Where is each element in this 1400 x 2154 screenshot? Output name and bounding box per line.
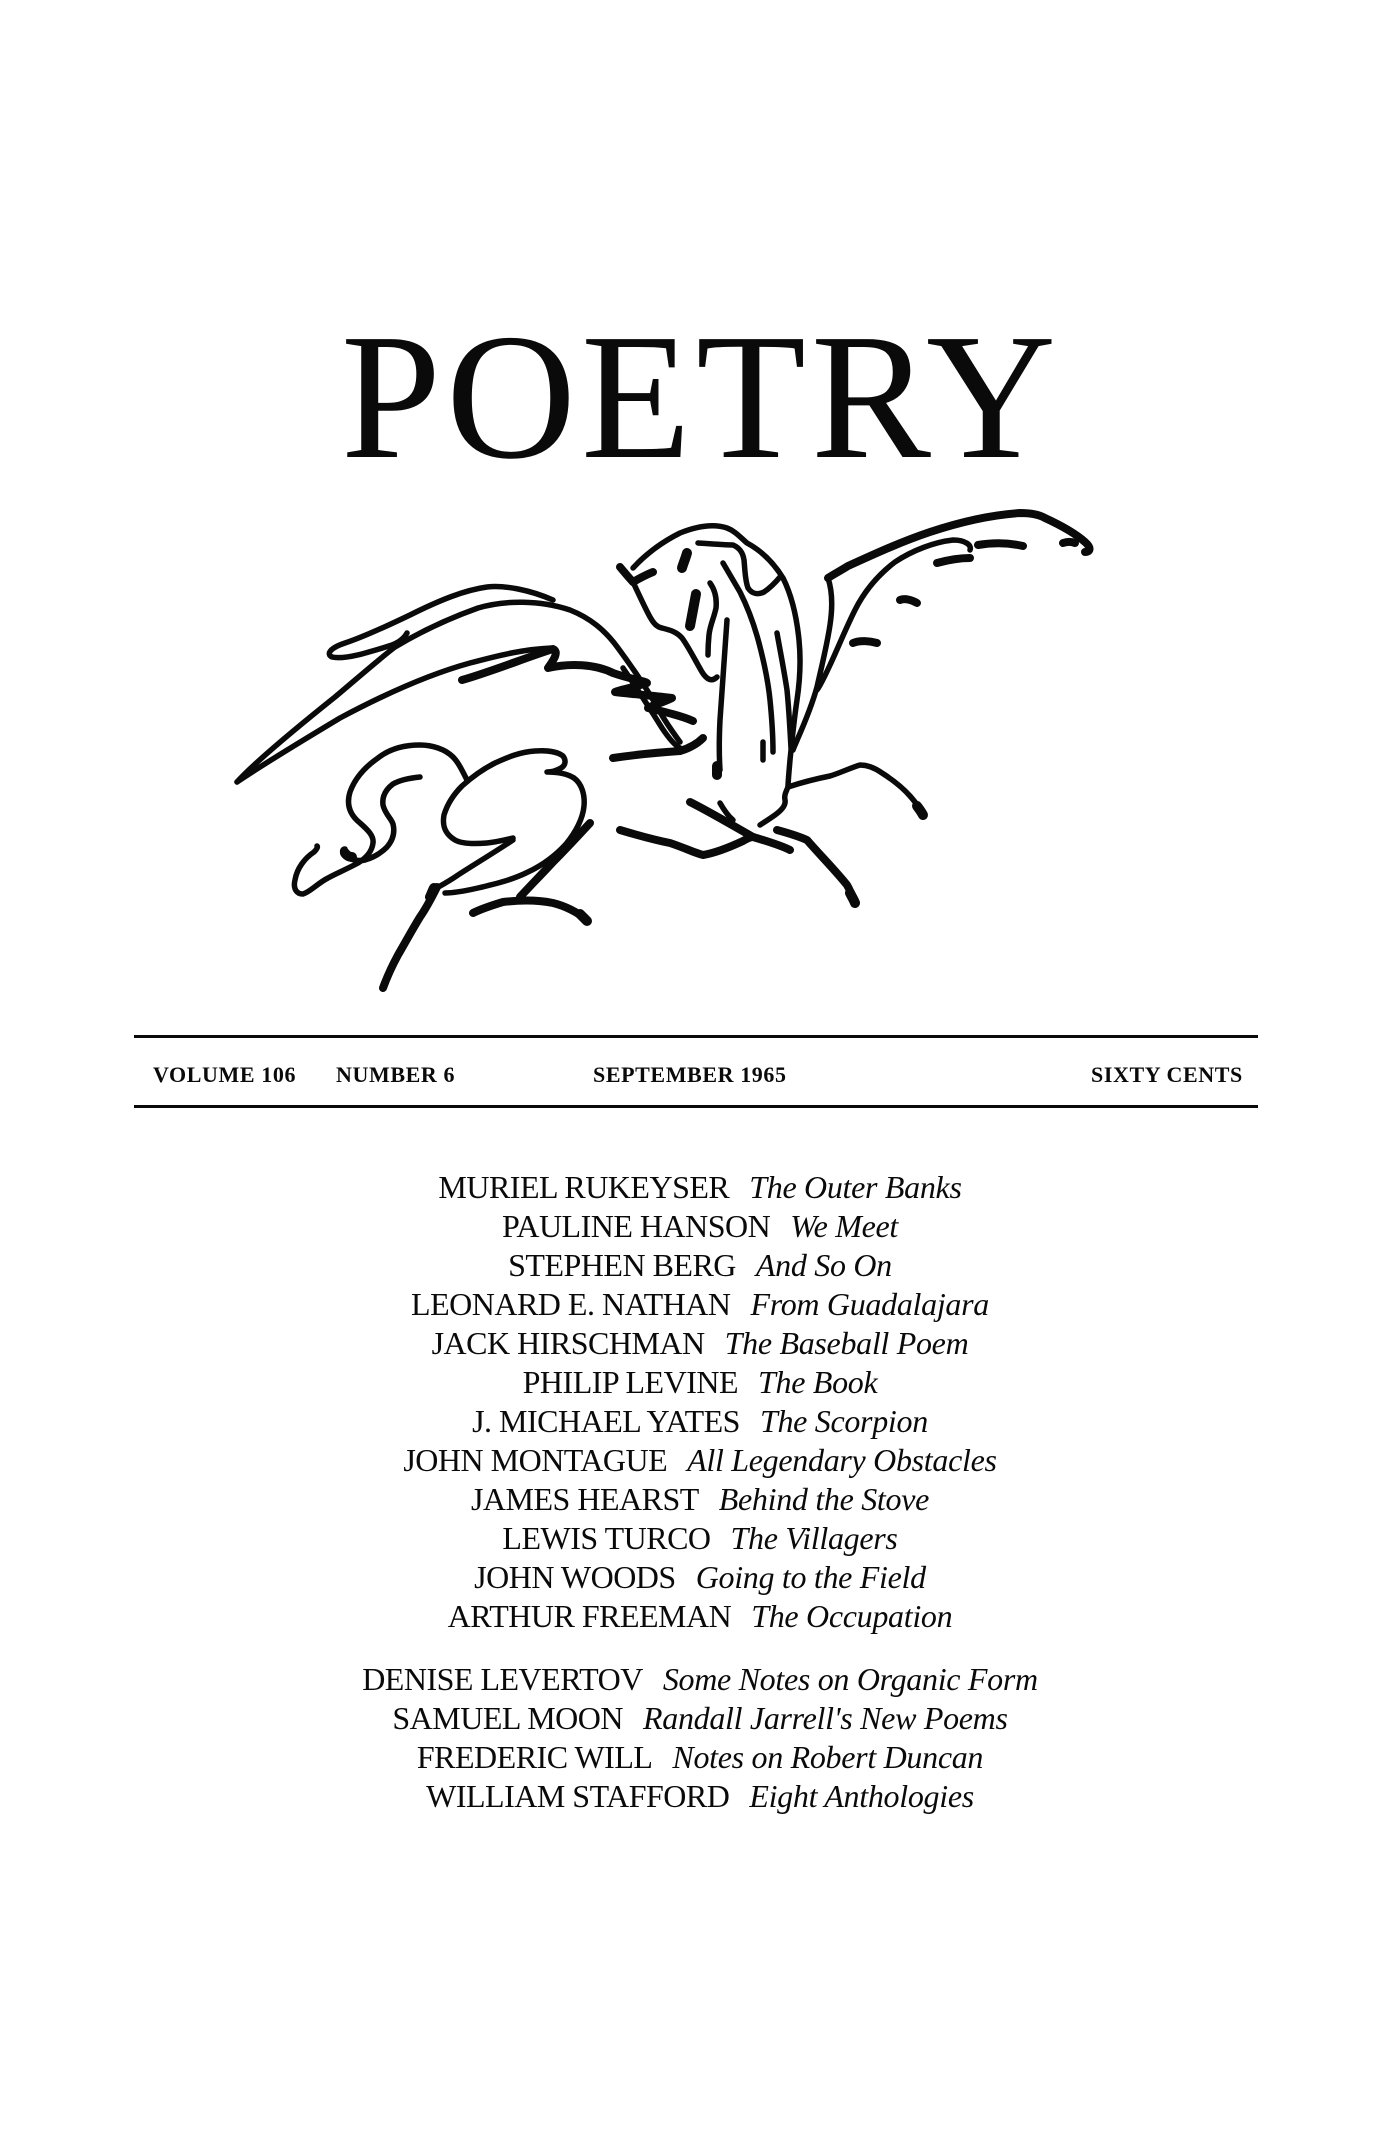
entry-author: SAMUEL MOON [392, 1700, 623, 1736]
entry-title: All Legendary Obstacles [687, 1442, 997, 1478]
entry-author: DENISE LEVERTOV [362, 1661, 643, 1697]
entry-title: The Villagers [730, 1520, 898, 1556]
entry-author: STEPHEN BERG [508, 1247, 736, 1283]
contents-entry [0, 1519, 1400, 1558]
entry-title: Going to the Field [695, 1559, 926, 1595]
entry-author: MURIEL RUKEYSER [438, 1169, 730, 1205]
entry-title: Eight Anthologies [749, 1778, 974, 1814]
contents-entry [0, 1660, 1400, 1699]
magazine-title: POETRY [340, 297, 1062, 496]
entry-author: LEONARD E. NATHAN [411, 1286, 731, 1322]
contents-entry [0, 1699, 1400, 1738]
entry-title: From Guadalajara [750, 1286, 989, 1322]
contents-entry [0, 1363, 1400, 1402]
entry-author: JACK HIRSCHMAN [431, 1325, 705, 1361]
contents-entry [0, 1777, 1400, 1816]
entry-author: PAULINE HANSON [501, 1208, 771, 1244]
entry-title: Notes on Robert Duncan [672, 1739, 984, 1775]
entry-author: JOHN MONTAGUE [403, 1442, 668, 1478]
entry-author: J. MICHAEL YATES [472, 1403, 740, 1439]
entry-title: Some Notes on Organic Form [662, 1661, 1038, 1697]
contents-entry [0, 1207, 1400, 1246]
header-rule-bottom [134, 1105, 1258, 1108]
contents-entry [0, 1441, 1400, 1480]
entry-title: Randall Jarrell's New Poems [643, 1700, 1008, 1736]
contents-entry [0, 1738, 1400, 1777]
entry-author: JAMES HEARST [470, 1481, 699, 1517]
entry-title: The Scorpion [759, 1403, 928, 1439]
pegasus-icon [0, 0, 1400, 1020]
header-rule-top [134, 1035, 1258, 1038]
entry-title: The Book [758, 1364, 878, 1400]
contents-entry [0, 1285, 1400, 1324]
issue-date: SEPTEMBER 1965 [593, 1062, 787, 1087]
entry-title: Behind the Stove [718, 1481, 930, 1517]
price-label: SIXTY CENTS [1091, 1062, 1243, 1087]
entry-title: And So On [755, 1247, 892, 1283]
contents-entry [0, 1480, 1400, 1519]
number-label: NUMBER 6 [336, 1062, 456, 1087]
contents-entry [0, 1558, 1400, 1597]
contents-entry [0, 1597, 1400, 1636]
entry-author: ARTHUR FREEMAN [447, 1598, 732, 1634]
contents-poems [0, 1168, 1400, 1636]
contents-entry [0, 1246, 1400, 1285]
entry-author: JOHN WOODS [474, 1559, 676, 1595]
contents-entry [0, 1168, 1400, 1207]
entry-title: The Outer Banks [749, 1169, 962, 1205]
issue-info-row [0, 1064, 1400, 1086]
contents-prose [0, 1660, 1400, 1816]
volume-label: VOLUME 106 [153, 1062, 297, 1087]
entry-title: We Meet [790, 1208, 899, 1244]
entry-author: LEWIS TURCO [502, 1520, 711, 1556]
entry-title: The Baseball Poem [724, 1325, 969, 1361]
entry-title: The Occupation [751, 1598, 953, 1634]
contents-entry [0, 1402, 1400, 1441]
entry-author: WILLIAM STAFFORD [426, 1778, 730, 1814]
contents-entry [0, 1324, 1400, 1363]
entry-author: PHILIP LEVINE [522, 1364, 739, 1400]
entry-author: FREDERIC WILL [416, 1739, 653, 1775]
